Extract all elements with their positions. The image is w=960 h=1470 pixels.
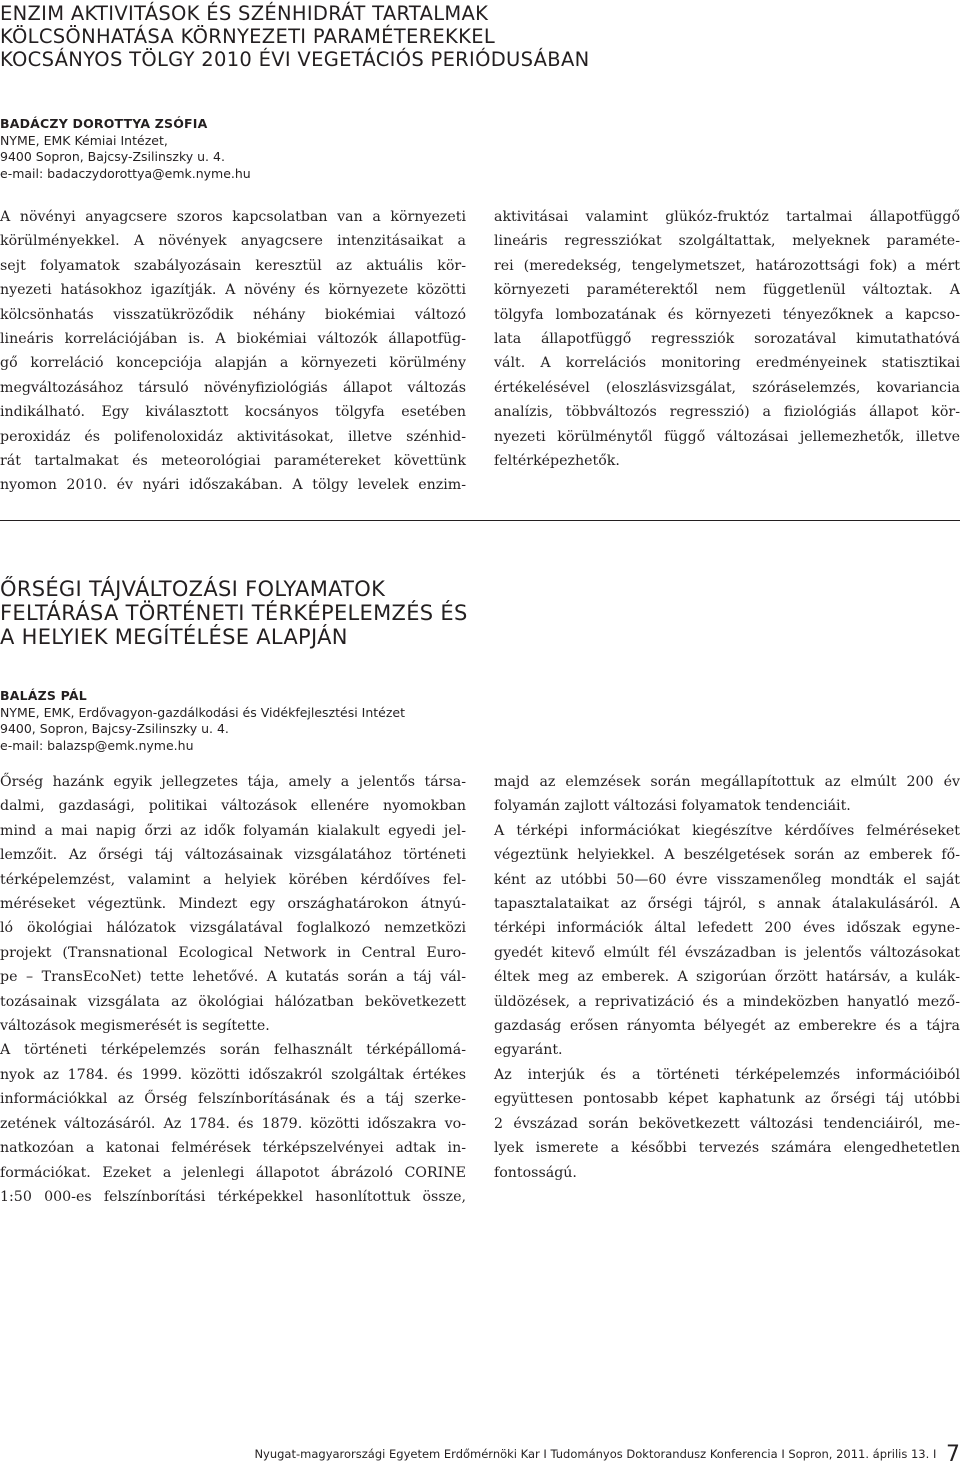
- text-line: zetének változásáról. Az 1784. és 1879. közötti időszakra vo-: [0, 1115, 466, 1132]
- text-line: lyek ismerete a későbbi tervezés számára elengedhetetlen: [494, 1140, 960, 1157]
- text-line: együttesen pontosabb képet kaphatunk az őrségi táj utóbbi: [494, 1091, 960, 1108]
- text-line: környezeti paraméterektől nem függetlenül változtak. A: [494, 282, 960, 299]
- text-line: analízis, többváltozós regresszió) a fiziológiás állapot kör-: [494, 404, 960, 421]
- title-line: KÖLCSÖNHATÁSA KÖRNYEZETI PARAMÉTEREKKEL: [0, 25, 496, 48]
- text-line: rát tartalmakat és meteorológiai paramétereket követtünk: [0, 453, 466, 470]
- text-line: lata állapotfüggő regressziók sorozatával kimutathatóvá: [494, 331, 960, 348]
- author-affiliation: NYME, EMK, Erdővagyon-gazdálkodási és Vidékfejlesztési Intézet: [0, 704, 406, 720]
- article1-author-block: [0, 116, 251, 182]
- title-line: A HELYIEK MEGÍTÉLÉSE ALAPJÁN: [0, 625, 348, 649]
- text-line: fontosságú.: [494, 1164, 577, 1181]
- text-line: ként az utóbbi 50—60 évre visszamenőleg mondták el saját: [494, 871, 960, 888]
- article2-title: [0, 577, 468, 649]
- text-line: éltek meg az emberek. A szigorúan őrzött határsáv, a kulák-: [494, 969, 960, 986]
- text-line: formációkat. Ezeket a jelenlegi állapotot ábrázoló CORINE: [0, 1164, 466, 1181]
- text-line: peroxidáz és polifenoloxidáz aktivitásokat, illetve szénhid-: [0, 428, 466, 445]
- text-line: ló ökológiai hálózatok vizsgálatával foglalkozó nemzetközi: [0, 920, 466, 937]
- author-affiliation: NYME, EMK Kémiai Intézet,: [0, 132, 168, 148]
- page-number: 7: [946, 1442, 960, 1467]
- text-line: indikálható. Egy kiválasztott kocsányos tölgyfa esetében: [0, 404, 466, 421]
- text-line: információkkal az Őrség felszínborításának és a táj szerke-: [0, 1091, 466, 1108]
- text-line: vált. A korrelációs monitoring eredményeinek statisztikai: [494, 355, 960, 372]
- text-line: gyedét kitevő elmúlt fél évszázadban is jelentős változásokat: [494, 944, 960, 961]
- text-line: méréseket végeztünk. Mindezt egy országhatárokon átnyú-: [0, 896, 466, 913]
- title-line: FELTÁRÁSA TÖRTÉNETI TÉRKÉPELEMZÉS ÉS: [0, 601, 468, 625]
- text-line: A növényi anyagcsere szoros kapcsolatban van a környezeti: [0, 209, 466, 225]
- article2-body-right: [494, 770, 960, 1185]
- text-line: Őrség hazánk egyik jellegzetes tája, amely a jelentős társa-: [0, 774, 466, 790]
- text-line: változások megismerését is segítette.: [0, 1018, 270, 1035]
- text-line: tozásainak vizsgálata az ökológiai hálózatban bekövetkezett: [0, 993, 466, 1010]
- text-line: dalmi, gazdasági, politikai változások ellenére nyomokban: [0, 798, 466, 815]
- section-divider: [0, 520, 960, 521]
- author-email: e-mail: balazsp@emk.nyme.hu: [0, 737, 194, 753]
- page-footer: [254, 1441, 960, 1467]
- title-line: ENZIM AKTIVITÁSOK ÉS SZÉNHIDRÁT TARTALMAK: [0, 2, 489, 25]
- text-line: térképi információk által lefedett 200 éves időszak egyne-: [494, 920, 960, 937]
- text-line: gazdaság erősen rányomta bélyegét az emberekre és a tájra: [494, 1018, 960, 1035]
- title-line: KOCSÁNYOS TÖLGY 2010 ÉVI VEGETÁCIÓS PERIÓDUSÁBAN: [0, 48, 590, 71]
- text-line: natkozóan a katonai felmérések térképszelvényei adtak in-: [0, 1140, 466, 1157]
- text-line: tölgyfa lombozatának és környezeti tényezőknek a kapcso-: [494, 306, 960, 323]
- text-line: üldözések, a reprivatizáció és a mindeközben hanyatló mező-: [494, 993, 960, 1010]
- author-address: 9400, Sopron, Bajcsy-Zsilinszky u. 4.: [0, 721, 229, 736]
- text-line: nyomon 2010. év nyári időszakában. A tölgy levelek enzim-: [0, 477, 466, 494]
- article1-body-left: [0, 205, 466, 498]
- text-line: értékelésével (eloszlásvizsgálat, szóráselemzés, kovariancia: [494, 379, 960, 396]
- text-line: rei (meredekség, tengelymetszet, határozottsági fok) a mért: [494, 257, 960, 274]
- text-line: körülményekkel. A növények anyagcsere intenzitásaikat a: [0, 233, 466, 250]
- article2-author-block: [0, 688, 405, 754]
- text-line: folyamán zajlott változási folyamatok tendenciáit.: [494, 798, 851, 815]
- author-address: 9400 Sopron, Bajcsy-Zsilinszky u. 4.: [0, 149, 225, 164]
- article2-body-left: [0, 770, 466, 1209]
- text-line: Az interjúk és a történeti térképelemzés információiból: [494, 1066, 960, 1083]
- text-line: egyaránt.: [494, 1042, 563, 1059]
- text-line: majd az elemzések során megállapítottuk az elmúlt 200 év: [494, 774, 960, 790]
- text-line: pe – TransEcoNet) tette lehetővé. A kutatás során a táj vál-: [0, 969, 466, 986]
- text-line: végeztünk helyiekkel. A beszélgetések során az emberek fő-: [494, 847, 960, 864]
- text-line: nyezeti hatásokhoz igazítják. A növény és környezete közötti: [0, 282, 466, 299]
- text-line: feltérképezhetők.: [494, 453, 620, 470]
- text-line: nyok az 1784. és 1999. közötti időszakról szolgáltak értékes: [0, 1066, 466, 1083]
- text-line: lineáris korrelációjában is. A biokémiai változók állapotfüg-: [0, 331, 466, 348]
- text-line: projekt (Transnational Ecological Network in Central Euro-: [0, 944, 466, 961]
- text-line: A térképi információkat kiegészítve kérdőíves felméréseket: [494, 822, 960, 839]
- text-line: nyezeti körülménytől függő változásai jellemezhetők, illetve: [494, 428, 960, 445]
- text-line: megváltozásához társuló növényfiziológiás állapot változás: [0, 379, 466, 396]
- footer-running-text: Nyugat-magyarországi Egyetem Erdőmérnöki Kar I Tudományos Doktorandusz Konferencia I Sopron, 2011. április 13. I: [254, 1447, 937, 1461]
- text-line: tapasztalataikat az őrségi tájról, s annak átalakulásáról. A: [494, 896, 960, 913]
- text-line: térképelemzést, valamint a helyiek körében kérdőíves fel-: [0, 871, 466, 888]
- title-line: ŐRSÉGI TÁJVÁLTOZÁSI FOLYAMATOK: [0, 577, 386, 601]
- text-line: sejt folyamatok szabályozásain keresztül az aktuális kör-: [0, 257, 466, 274]
- author-email: e-mail: badaczydorottya@emk.nyme.hu: [0, 165, 251, 181]
- article1-body-right: [494, 205, 960, 473]
- author-name: BADÁCZY DOROTTYA ZSÓFIA: [0, 116, 208, 131]
- text-line: A történeti térképelemzés során felhasznált térképállomá-: [0, 1042, 466, 1059]
- text-line: 1:50 000-es felszínborítási térképekkel hasonlítottuk össze,: [0, 1188, 466, 1205]
- article1-title: [0, 2, 590, 71]
- text-line: kölcsönhatás visszatükröződik néhány biokémiai változó: [0, 306, 466, 323]
- text-line: mind a mai napig őrzi az idők folyamán kialakult egyedi jel-: [0, 822, 466, 839]
- author-name: BALÁZS PÁL: [0, 688, 87, 703]
- text-line: aktivitásai valamint glükóz-fruktóz tartalmai állapotfüggő: [494, 209, 960, 225]
- text-line: lemzőit. Az őrségi táj változásainak vizsgálatához történeti: [0, 847, 466, 864]
- text-line: lineáris regressziókat szolgáltattak, melyeknek paraméte-: [494, 233, 960, 250]
- text-line: gő korreláció koncepciója alapján a környezeti körülmény: [0, 355, 466, 372]
- text-line: 2 évszázad során bekövetkezett változási tendenciáiról, me-: [494, 1115, 960, 1132]
